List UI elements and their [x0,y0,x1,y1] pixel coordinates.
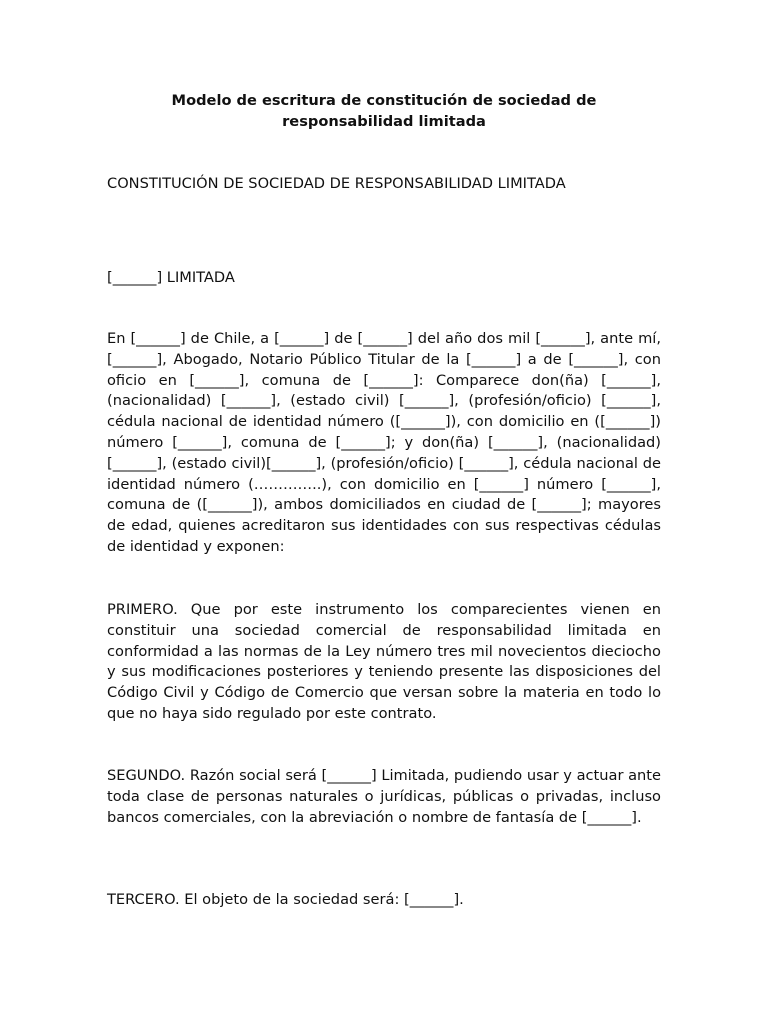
company-name-line: [______] LIMITADA [107,269,235,286]
clause-tercero: TERCERO. El objeto de la sociedad será: [______]. [107,891,464,908]
document-title: Modelo de escritura de constitución de sociedad de responsabilidad limitada [171,92,597,130]
document-subtitle: CONSTITUCIÓN DE SOCIEDAD DE RESPONSABILIDAD LIMITADA [107,175,566,192]
clause-segundo: SEGUNDO. Razón social será [______] Limitada, pudiendo usar y actuar ante toda clase de personas naturales o jurídicas, públicas o privadas, incluso bancos comerciales, con la abreviación o nombre de fantasía de [______]. [107,767,661,826]
intro-paragraph: En [______] de Chile, a [______] de [______] del año dos mil [______], ante mí, [______], Abogado, Notario Público Titular de la [______] a de [______], con oficio en [______], comuna de [______]: Comparece don(ña) [______], (nacionalidad) [______], (estado civil) [______], (profesión/oficio) [______], cédula nacional de identidad número ([______]), con domicilio en ([______]) número [______], comuna de [______]; y don(ña) [______], (nacionalidad)[______], (estado civil)[______], (profesión/oficio) [______], cédula nacional de identidad número (…………..), con domicilio en [______] número [______], comuna de ([______]), ambos domiciliados en ciudad de [______]; mayores de edad, quienes acreditaron sus identidades con sus respectivas cédulas de identidad y exponen: [107,330,661,555]
clause-primero: PRIMERO. Que por este instrumento los comparecientes vienen en constituir una sociedad comercial de responsabilidad limitada en conformidad a las normas de la Ley número tres mil novecientos dieciocho y sus modificaciones posteriores y teniendo presente las disposiciones del Código Civil y Código de Comercio que versan sobre la materia en todo lo que no haya sido regulado por este contrato. [107,601,661,722]
